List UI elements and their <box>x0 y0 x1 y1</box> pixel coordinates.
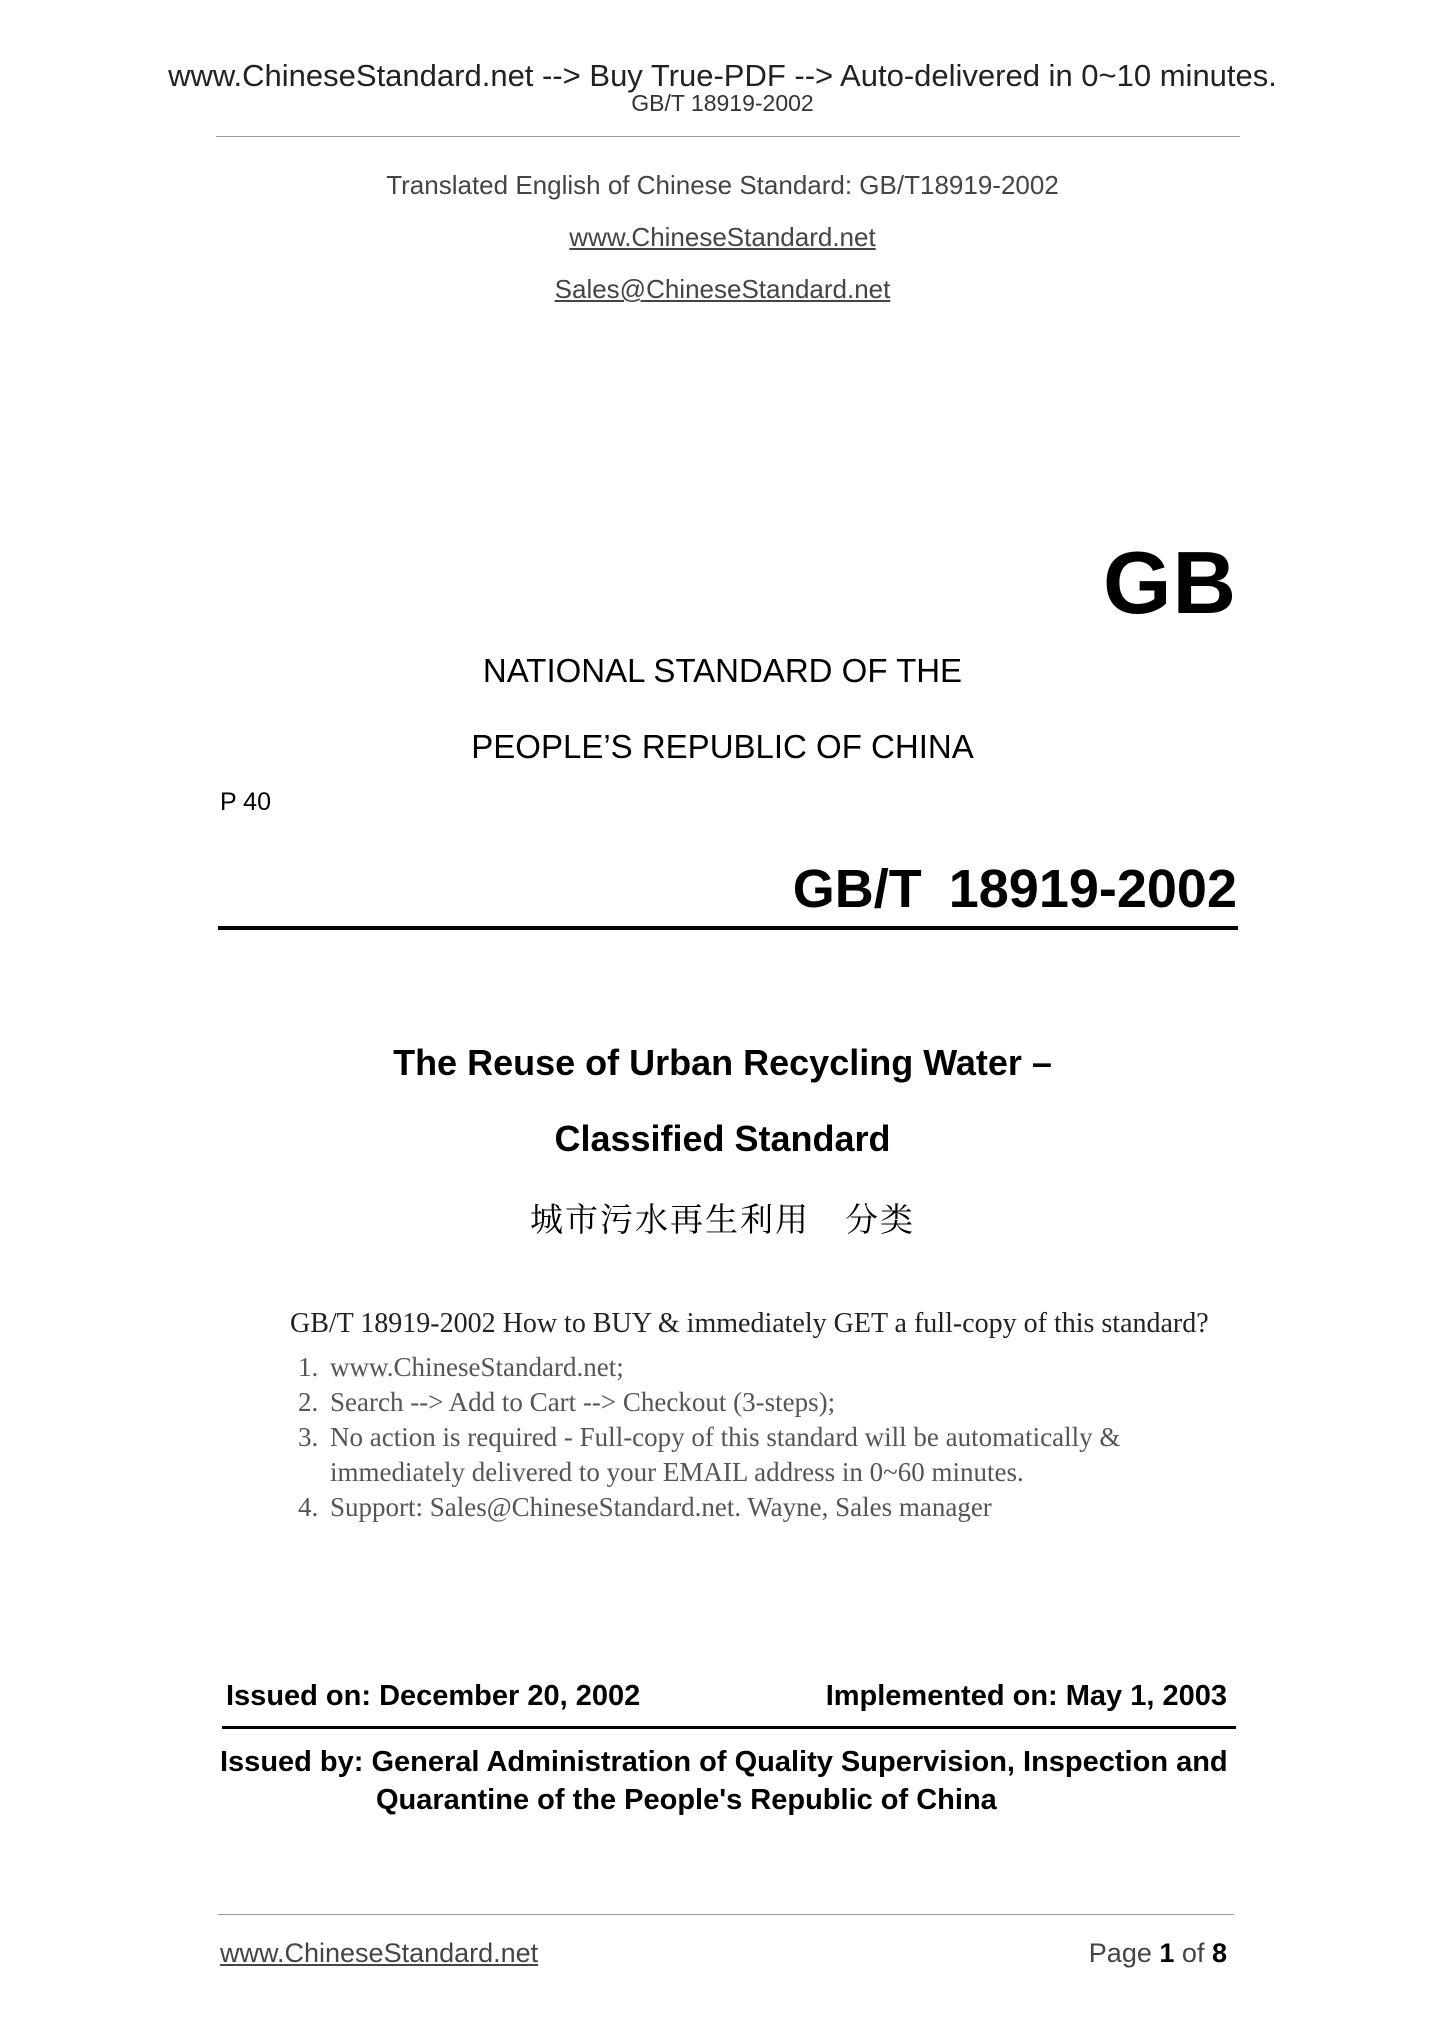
header-standard-code: GB/T 18919-2002 <box>631 90 814 116</box>
step-text: immediately delivered to your EMAIL address in 0~60 minutes. <box>330 1457 1024 1487</box>
top-banner: www.ChineseStandard.net --> Buy True-PDF --> Auto-delivered in 0~10 minutes. <box>168 58 1277 93</box>
page-prefix: Page <box>1088 1938 1152 1968</box>
step-number <box>298 1455 330 1490</box>
step-number: 2. <box>298 1387 319 1417</box>
title-chinese: 城市污水再生利用 分类 <box>530 1201 915 1238</box>
page-indicator <box>1089 1938 1227 1969</box>
issued-by-line-1: Issued by: General Administration of Quality Supervision, Inspection and <box>220 1746 1228 1778</box>
list-item <box>298 1350 1209 1385</box>
step-number: 4. <box>298 1492 319 1522</box>
issued-by-line-2: Quarantine of the People's Republic of China <box>376 1784 997 1816</box>
translated-note: Translated English of Chinese Standard: GB/T18919-2002 <box>386 170 1059 200</box>
issued-on-date: Issued on: December 20, 2002 <box>226 1680 641 1712</box>
title-english-line-2: Classified Standard <box>554 1118 891 1159</box>
page-current: 1 <box>1159 1938 1175 1968</box>
national-standard-line-2: PEOPLE’S REPUBLIC OF CHINA <box>471 728 974 765</box>
purchase-heading: GB/T 18919-2002 How to BUY & immediately GET a full-copy of this standard? <box>290 1308 1209 1339</box>
website-link[interactable]: www.ChineseStandard.net <box>569 222 876 252</box>
header-divider <box>216 136 1240 137</box>
step-number: 1. <box>298 1352 319 1382</box>
title-divider <box>218 926 1238 930</box>
list-item <box>298 1385 1209 1420</box>
step-text[interactable]: www.ChineseStandard.net; <box>330 1352 624 1382</box>
sales-email-link[interactable]: Sales@ChineseStandard.net <box>554 274 891 304</box>
purchase-instructions <box>290 1308 1209 1525</box>
national-standard-line-1: NATIONAL STANDARD OF THE <box>482 652 963 689</box>
list-item <box>298 1490 1209 1525</box>
gb-mark: GB <box>1103 533 1237 632</box>
standard-number: GB/T 18919-2002 <box>792 859 1237 919</box>
step-text: Support: Sales@ChineseStandard.net. Wayne, Sales manager <box>330 1492 992 1522</box>
issue-divider <box>222 1726 1236 1729</box>
footer-divider <box>218 1914 1234 1915</box>
classification-code: P 40 <box>220 788 271 816</box>
title-english-line-1: The Reuse of Urban Recycling Water – <box>393 1042 1052 1083</box>
page-total: 8 <box>1211 1938 1227 1968</box>
step-text: Search --> Add to Cart --> Checkout (3-steps); <box>330 1387 836 1417</box>
step-text: No action is required - Full-copy of this standard will be automatically & <box>330 1422 1121 1452</box>
purchase-steps <box>290 1350 1209 1525</box>
step-number: 3. <box>298 1422 319 1452</box>
implemented-on-date: Implemented on: May 1, 2003 <box>825 1680 1227 1712</box>
list-item <box>298 1455 1209 1490</box>
footer-website-link[interactable]: www.ChineseStandard.net <box>220 1938 539 1968</box>
page-of: of <box>1181 1938 1205 1968</box>
list-item <box>298 1420 1209 1455</box>
